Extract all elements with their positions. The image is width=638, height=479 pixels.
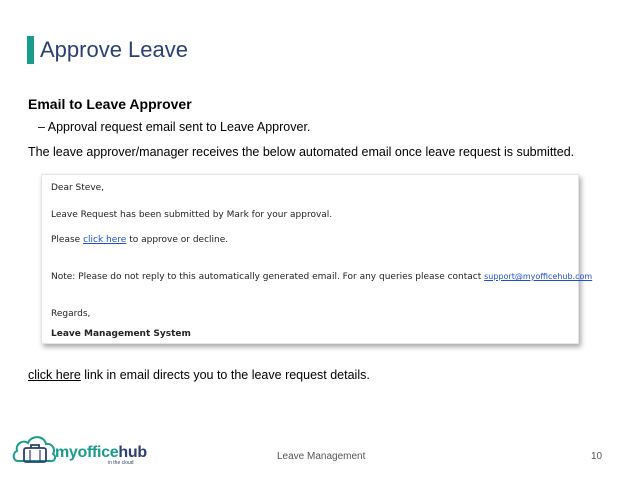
title-accent-bar: [27, 36, 34, 64]
section-subheading: Email to Leave Approver: [28, 96, 192, 112]
email-line-action: [51, 235, 228, 245]
page-number: 10: [591, 451, 603, 462]
footer-note-text: link in email directs you to the leave request details.: [80, 368, 370, 382]
email-click-here-link[interactable]: click here: [83, 235, 127, 245]
email-screenshot: [41, 174, 593, 344]
bullet-text: – Approval request email sent to Leave Approver.: [38, 120, 311, 134]
email-signature: Leave Management System: [51, 329, 191, 339]
footer-center-text: Leave Management: [277, 451, 366, 462]
email-note-text: Note: Please do not reply to this automatically generated email. For any queries please contact: [51, 272, 485, 282]
page-title: Approve Leave: [40, 37, 188, 62]
email-greeting: Dear Steve,: [51, 183, 105, 193]
footer-click-here-link[interactable]: click here: [28, 368, 81, 382]
logo-my: myoffice: [55, 444, 119, 461]
email-closing: Regards,: [51, 309, 91, 319]
logo-hub: hub: [118, 444, 147, 461]
email-action-prefix: Please: [51, 235, 84, 245]
email-action-suffix: to approve or decline.: [126, 235, 229, 245]
email-note: [51, 272, 592, 282]
description-text: The leave approver/manager receives the below automated email once leave request is submitted.: [28, 145, 575, 159]
footer-note: [28, 368, 370, 382]
logo-tagline: in the cloud: [108, 460, 134, 466]
support-email-link[interactable]: support@myofficehub.com: [484, 272, 593, 281]
email-line-request: Leave Request has been submitted by Mark for your approval.: [51, 210, 333, 220]
